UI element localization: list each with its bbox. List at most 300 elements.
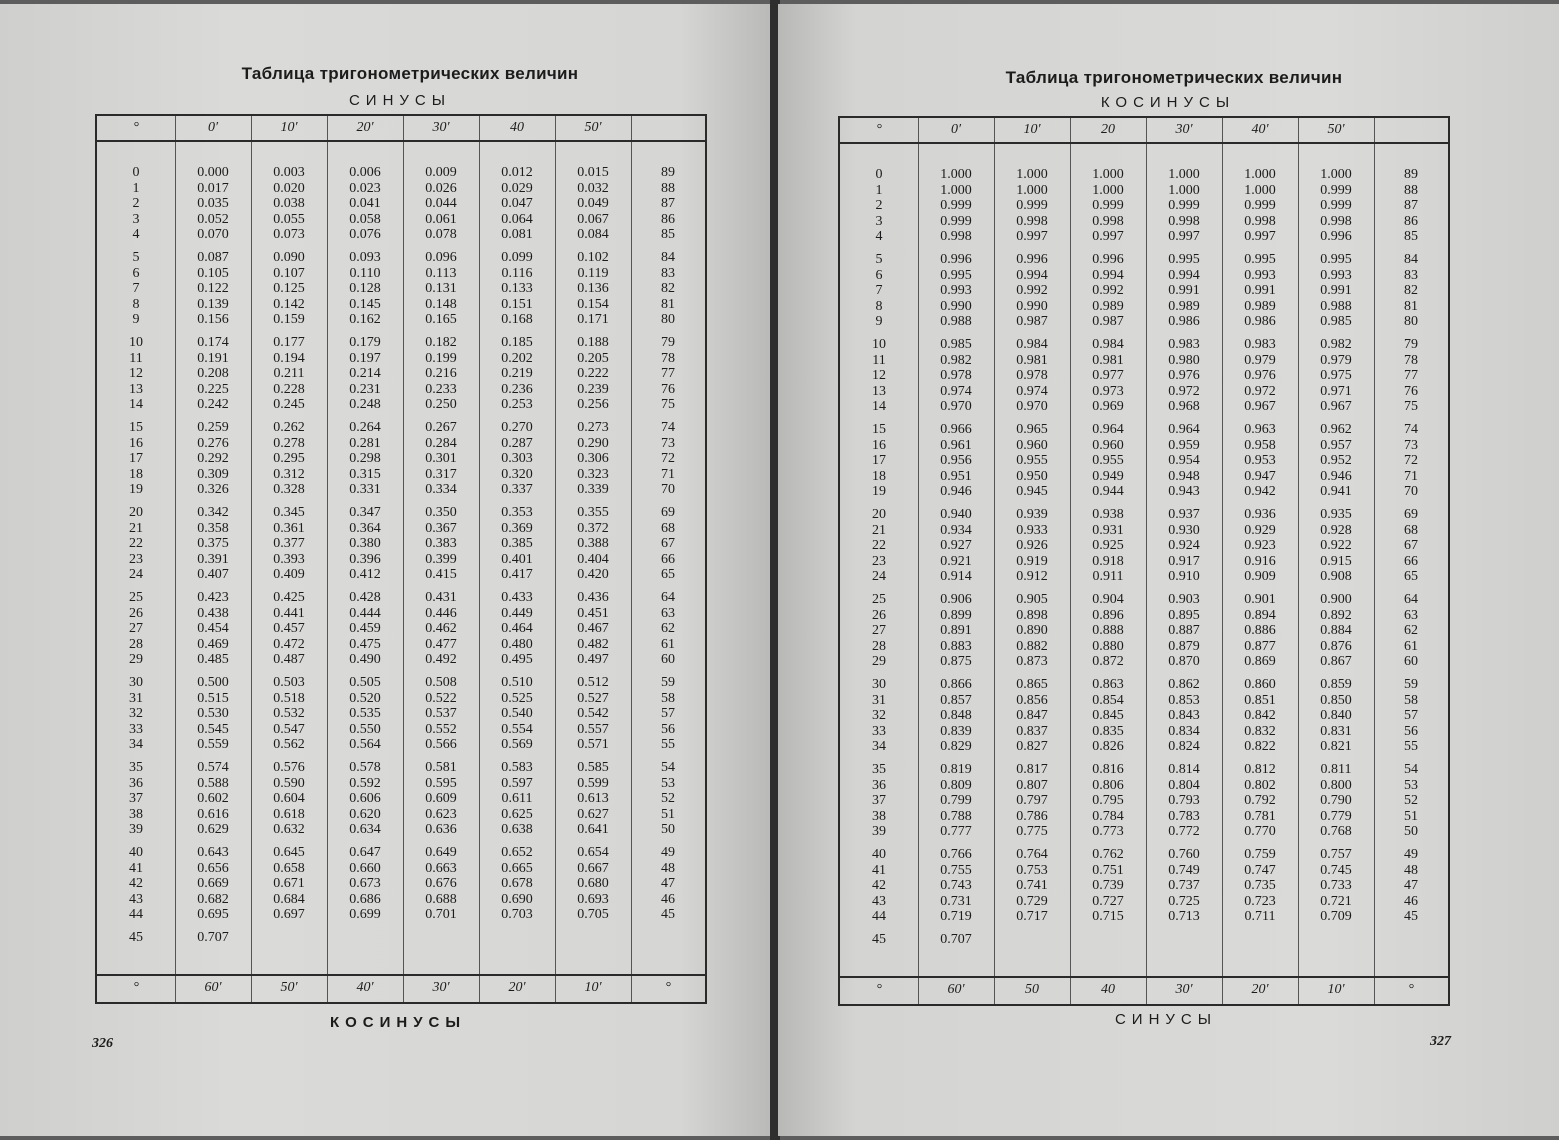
- complement-degree-label: 50: [661, 822, 675, 838]
- table-value-cell: 0.303: [501, 451, 533, 467]
- table-value-cell: 0.026: [425, 180, 457, 196]
- table-row: [840, 338, 1448, 352]
- table-value-cell: 0.898: [1016, 607, 1048, 623]
- complement-degree-label: 65: [661, 567, 675, 583]
- table-value-cell: 0.894: [1244, 607, 1276, 623]
- table-value-cell: 0.875: [940, 654, 972, 670]
- table-value-cell: 0.222: [577, 366, 609, 382]
- table-row: [840, 485, 1448, 499]
- complement-degree-label: 66: [661, 551, 675, 567]
- table-value-cell: 0.719: [940, 909, 972, 925]
- table-value-cell: 0.191: [197, 350, 229, 366]
- degree-label: 5: [132, 250, 140, 265]
- table-value-cell: 0.214: [349, 366, 381, 382]
- table-value-cell: 0.522: [425, 690, 457, 706]
- degree-label: 1: [875, 182, 883, 198]
- table-value-cell: 0.590: [273, 775, 305, 791]
- degree-label: 29: [872, 654, 886, 670]
- complement-degree-label: 67: [1404, 538, 1418, 554]
- complement-degree-label: 45: [1404, 909, 1418, 925]
- degree-label: 29: [129, 652, 143, 668]
- complement-degree-label: 57: [661, 706, 675, 722]
- table-value-cell: 0.713: [1168, 909, 1200, 925]
- table-value-cell: 0.979: [1320, 352, 1352, 368]
- table-row: [97, 336, 705, 350]
- table-value-cell: 0.999: [940, 198, 972, 214]
- table-value-cell: 0.219: [501, 366, 533, 382]
- table-value-cell: 0.969: [1092, 399, 1124, 415]
- table-value-cell: 0.930: [1168, 522, 1200, 538]
- table-value-cell: 0.892: [1320, 607, 1352, 623]
- degree-label: 37: [872, 793, 886, 809]
- complement-degree-label: 49: [661, 845, 675, 860]
- table-value-cell: 0.680: [577, 876, 609, 892]
- complement-degree-label: 74: [661, 420, 675, 435]
- table-value-cell: 0.216: [425, 366, 457, 382]
- table-value-cell: 0.253: [501, 397, 533, 413]
- degree-label: 33: [129, 721, 143, 737]
- table-value-cell: 0.345: [273, 505, 305, 520]
- table-row: [840, 555, 1448, 569]
- table-value-cell: 0.947: [1244, 468, 1276, 484]
- table-value-cell: 0.731: [940, 893, 972, 909]
- table-value-cell: 0.446: [425, 605, 457, 621]
- table-value-cell: 0.623: [425, 806, 457, 822]
- table-row: [840, 794, 1448, 808]
- complement-degree-label: 52: [661, 791, 675, 807]
- table-value-cell: 0.743: [940, 878, 972, 894]
- table-value-cell: 0.342: [197, 505, 229, 520]
- complement-degree-label: 48: [1404, 862, 1418, 878]
- table-value-cell: 0.459: [349, 621, 381, 637]
- table-value-cell: 0.090: [273, 250, 305, 265]
- complement-degree-label: 51: [1404, 808, 1418, 824]
- complement-degree-label: 50: [1404, 824, 1418, 840]
- column-header: 30′: [432, 120, 450, 135]
- table-value-cell: 0.250: [425, 397, 457, 413]
- degree-label: 6: [875, 267, 883, 283]
- table-value-cell: 0.821: [1320, 739, 1352, 755]
- degree-label: 11: [129, 350, 143, 366]
- table-row: [97, 877, 705, 891]
- table-value-cell: 0.915: [1320, 553, 1352, 569]
- table-value-cell: 0.959: [1168, 437, 1200, 453]
- column-header: 30′: [1175, 122, 1193, 137]
- table-value-cell: 0.958: [1244, 437, 1276, 453]
- table-value-cell: 0.973: [1092, 383, 1124, 399]
- degree-label: 12: [129, 366, 143, 382]
- table-value-cell: 0.412: [349, 567, 381, 583]
- table-value-cell: 0.997: [1092, 229, 1124, 245]
- degree-label: 0: [132, 165, 140, 180]
- table-value-cell: 0.652: [501, 845, 533, 860]
- table-value-cell: 0.154: [577, 296, 609, 312]
- table-value-cell: 0.020: [273, 180, 305, 196]
- table-value-cell: 0.995: [940, 267, 972, 283]
- column-footer: 40′: [356, 980, 374, 995]
- table-value-cell: 0.814: [1168, 762, 1200, 777]
- table-value-cell: 0.745: [1320, 862, 1352, 878]
- table-value-cell: 0.919: [1016, 553, 1048, 569]
- table-value-cell: 0.799: [940, 793, 972, 809]
- column-footer: 40: [1101, 982, 1115, 997]
- table-value-cell: 0.388: [577, 536, 609, 552]
- table-value-cell: 0.886: [1244, 623, 1276, 639]
- complement-degree-label: 76: [661, 381, 675, 397]
- table-value-cell: 0.895: [1168, 607, 1200, 623]
- table-value-cell: 0.044: [425, 196, 457, 212]
- table-value-cell: 0.128: [349, 281, 381, 297]
- complement-degree-label: 83: [1404, 267, 1418, 283]
- degree-label: 31: [129, 690, 143, 706]
- table-value-cell: 0.853: [1168, 692, 1200, 708]
- degree-label: 35: [872, 762, 886, 777]
- table-value-cell: 0.972: [1244, 383, 1276, 399]
- column-header: 0′: [950, 122, 962, 137]
- table-value-cell: 0.857: [940, 692, 972, 708]
- table-value-cell: 0.960: [1016, 437, 1048, 453]
- table-value-cell: 0.851: [1244, 692, 1276, 708]
- table-value-cell: 0.942: [1244, 484, 1276, 500]
- table-value-cell: 0.982: [1320, 337, 1352, 352]
- table-value-cell: 0.552: [425, 721, 457, 737]
- table-value-cell: 0.928: [1320, 522, 1352, 538]
- table-value-cell: 0.914: [940, 569, 972, 585]
- table-value-cell: 0.793: [1168, 793, 1200, 809]
- table-value-cell: 0.697: [273, 907, 305, 923]
- table-row: [97, 166, 705, 180]
- table-value-cell: 0.156: [197, 312, 229, 328]
- table-value-cell: 0.035: [197, 196, 229, 212]
- table-value-cell: 0.505: [349, 675, 381, 690]
- table-value-cell: 1.000: [1168, 182, 1200, 198]
- table-value-cell: 0.309: [197, 466, 229, 482]
- table-value-cell: 0.015: [577, 165, 609, 180]
- table-row: [840, 640, 1448, 654]
- table-value-cell: 0.822: [1244, 739, 1276, 755]
- degree-label: 21: [872, 522, 886, 538]
- table-row: [840, 848, 1448, 862]
- degree-label: 13: [129, 381, 143, 397]
- complement-degree-label: 54: [1404, 762, 1418, 777]
- complement-degree-label: 86: [661, 211, 675, 227]
- degree-label: 33: [872, 723, 886, 739]
- table-value-cell: 0.999: [1320, 182, 1352, 198]
- degree-label: 7: [132, 281, 140, 297]
- table-value-cell: 0.547: [273, 721, 305, 737]
- table-row: [97, 862, 705, 876]
- table-value-cell: 0.987: [1092, 314, 1124, 330]
- complement-degree-label: 77: [1404, 368, 1418, 384]
- table-footer-row: [840, 976, 1448, 1004]
- table-value-cell: 0.107: [273, 265, 305, 281]
- table-value-cell: 0.537: [425, 706, 457, 722]
- table-row: [840, 725, 1448, 739]
- table-value-cell: 0.908: [1320, 569, 1352, 585]
- complement-degree-label: 86: [1404, 213, 1418, 229]
- table-value-cell: 0.177: [273, 335, 305, 350]
- table-row: [97, 591, 705, 605]
- degree-label: 3: [875, 213, 883, 229]
- table-value-cell: 0.159: [273, 312, 305, 328]
- table-value-cell: 0.994: [1168, 267, 1200, 283]
- table-value-cell: 0.535: [349, 706, 381, 722]
- table-row: [97, 638, 705, 652]
- table-value-cell: 0.999: [1320, 198, 1352, 214]
- complement-degree-label: 87: [661, 196, 675, 212]
- column-footer: 30′: [1175, 982, 1193, 997]
- table-value-cell: 0.133: [501, 281, 533, 297]
- complement-degree-label: 84: [661, 250, 675, 265]
- complement-degree-label: 52: [1404, 793, 1418, 809]
- table-value-cell: 0.991: [1168, 283, 1200, 299]
- degree-label: 45: [872, 932, 886, 947]
- table-value-cell: 0.926: [1016, 538, 1048, 554]
- table-value-cell: 0.974: [1016, 383, 1048, 399]
- table-row: [840, 740, 1448, 754]
- table-value-cell: 0.032: [577, 180, 609, 196]
- complement-degree-label: 76: [1404, 383, 1418, 399]
- table-value-cell: 0.699: [349, 907, 381, 923]
- complement-degree-label: 59: [1404, 677, 1418, 692]
- table-row: [97, 383, 705, 397]
- table-value-cell: 0.993: [1244, 267, 1276, 283]
- table-value-cell: 0.811: [1320, 762, 1352, 777]
- table-value-cell: 0.554: [501, 721, 533, 737]
- complement-degree-label: 62: [1404, 623, 1418, 639]
- table-value-cell: 0.826: [1092, 739, 1124, 755]
- complement-degree-label: 54: [661, 760, 675, 775]
- table-header-row: [840, 118, 1448, 144]
- table-value-cell: 0.792: [1244, 793, 1276, 809]
- table-value-cell: 0.613: [577, 791, 609, 807]
- table-value-cell: 0.998: [1092, 213, 1124, 229]
- right-table-subtitle: КОСИНУСЫ: [1100, 94, 1236, 111]
- table-value-cell: 0.562: [273, 737, 305, 753]
- table-value-cell: 0.950: [1016, 468, 1048, 484]
- table-value-cell: 0.185: [501, 335, 533, 350]
- table-value-cell: 0.870: [1168, 654, 1200, 670]
- table-value-cell: 0.431: [425, 590, 457, 605]
- table-value-cell: 0.918: [1092, 553, 1124, 569]
- table-value-cell: 0.974: [940, 383, 972, 399]
- degree-label: 17: [129, 451, 143, 467]
- table-value-cell: 0.380: [349, 536, 381, 552]
- table-row: [840, 184, 1448, 198]
- table-value-cell: 0.755: [940, 862, 972, 878]
- table-row: [97, 676, 705, 690]
- table-value-cell: 1.000: [1092, 182, 1124, 198]
- table-value-cell: 0.482: [577, 636, 609, 652]
- table-row: [840, 354, 1448, 368]
- table-value-cell: 0.337: [501, 482, 533, 498]
- table-value-cell: 0.168: [501, 312, 533, 328]
- table-value-cell: 0.654: [577, 845, 609, 860]
- degree-label: 20: [872, 507, 886, 522]
- table-value-cell: 0.320: [501, 466, 533, 482]
- degree-label: 26: [129, 605, 143, 621]
- table-value-cell: 0.772: [1168, 824, 1200, 840]
- degree-label: 8: [132, 296, 140, 312]
- degree-label: 42: [129, 876, 143, 892]
- complement-degree-label: 83: [661, 265, 675, 281]
- degree-label: 26: [872, 607, 886, 623]
- table-row: [840, 810, 1448, 824]
- table-value-cell: 0.581: [425, 760, 457, 775]
- table-value-cell: 0.970: [940, 399, 972, 415]
- table-value-cell: 0.245: [273, 397, 305, 413]
- complement-degree-label: 46: [661, 891, 675, 907]
- table-value-cell: 0.996: [940, 252, 972, 267]
- table-value-cell: 0.358: [197, 520, 229, 536]
- complement-degree-label: 68: [1404, 522, 1418, 538]
- table-value-cell: 0.038: [273, 196, 305, 212]
- table-value-cell: 0.545: [197, 721, 229, 737]
- table-value-cell: 0.401: [501, 551, 533, 567]
- table-value-cell: 0.606: [349, 791, 381, 807]
- table-value-cell: 0.976: [1168, 368, 1200, 384]
- complement-degree-label: 87: [1404, 198, 1418, 214]
- table-value-cell: 0.970: [1016, 399, 1048, 415]
- table-value-cell: 0.757: [1320, 847, 1352, 862]
- table-value-cell: 0.904: [1092, 592, 1124, 607]
- complement-degree-label: 60: [1404, 654, 1418, 670]
- table-value-cell: 0.620: [349, 806, 381, 822]
- column-header: °: [876, 122, 882, 137]
- table-row: [97, 506, 705, 520]
- table-row: [97, 537, 705, 551]
- table-value-cell: 0.901: [1244, 592, 1276, 607]
- table-value-cell: 0.987: [1016, 314, 1048, 330]
- column-footer: 60′: [947, 982, 965, 997]
- complement-degree-label: 69: [661, 505, 675, 520]
- table-value-cell: 0.472: [273, 636, 305, 652]
- table-value-cell: 0.490: [349, 652, 381, 668]
- table-value-cell: 0.142: [273, 296, 305, 312]
- table-row: [840, 230, 1448, 244]
- table-value-cell: 0.835: [1092, 723, 1124, 739]
- complement-degree-label: 85: [661, 227, 675, 243]
- table-value-cell: 0.058: [349, 211, 381, 227]
- table-value-cell: 0.645: [273, 845, 305, 860]
- table-value-cell: 0.084: [577, 227, 609, 243]
- table-value-cell: 0.721: [1320, 893, 1352, 909]
- degree-label: 13: [872, 383, 886, 399]
- table-value-cell: 0.999: [1244, 198, 1276, 214]
- table-value-cell: 0.231: [349, 381, 381, 397]
- table-value-cell: 0.592: [349, 775, 381, 791]
- table-value-cell: 0.961: [940, 437, 972, 453]
- table-value-cell: 0.783: [1168, 808, 1200, 824]
- table-value-cell: 0.725: [1168, 893, 1200, 909]
- table-row: [840, 454, 1448, 468]
- table-value-cell: 0.929: [1244, 522, 1276, 538]
- table-value-cell: 0.831: [1320, 723, 1352, 739]
- table-value-cell: 0.391: [197, 551, 229, 567]
- table-value-cell: 0.003: [273, 165, 305, 180]
- table-row: [840, 400, 1448, 414]
- table-value-cell: 0.270: [501, 420, 533, 435]
- table-value-cell: 0.705: [577, 907, 609, 923]
- table-value-cell: 0.751: [1092, 862, 1124, 878]
- degree-label: 43: [872, 893, 886, 909]
- table-row: [97, 313, 705, 327]
- table-value-cell: 0.862: [1168, 677, 1200, 692]
- table-row: [840, 779, 1448, 793]
- table-row: [97, 437, 705, 451]
- complement-degree-label: 65: [1404, 569, 1418, 585]
- table-value-cell: 0.753: [1016, 862, 1048, 878]
- table-value-cell: 0.863: [1092, 677, 1124, 692]
- table-value-cell: 0.023: [349, 180, 381, 196]
- table-value-cell: 0.941: [1320, 484, 1352, 500]
- table-value-cell: 0.856: [1016, 692, 1048, 708]
- table-value-cell: 0.334: [425, 482, 457, 498]
- table-value-cell: 0.096: [425, 250, 457, 265]
- table-value-cell: 0.684: [273, 891, 305, 907]
- table-value-cell: 0.912: [1016, 569, 1048, 585]
- table-value-cell: 0.690: [501, 891, 533, 907]
- degree-label: 44: [872, 909, 886, 925]
- table-value-cell: 0.707: [940, 932, 972, 947]
- table-value-cell: 0.986: [1168, 314, 1200, 330]
- table-value-cell: 0.795: [1092, 793, 1124, 809]
- table-value-cell: 0.669: [197, 876, 229, 892]
- table-value-cell: 0.564: [349, 737, 381, 753]
- degree-label: 20: [129, 505, 143, 520]
- table-value-cell: 0.733: [1320, 878, 1352, 894]
- degree-label: 16: [872, 437, 886, 453]
- table-value-cell: 0.916: [1244, 553, 1276, 569]
- table-value-cell: 0.986: [1244, 314, 1276, 330]
- table-value-cell: 0.497: [577, 652, 609, 668]
- table-value-cell: 0.503: [273, 675, 305, 690]
- complement-degree-label: 58: [1404, 692, 1418, 708]
- table-value-cell: 0.943: [1168, 484, 1200, 500]
- table-value-cell: 0.569: [501, 737, 533, 753]
- table-value-cell: 0.998: [1244, 213, 1276, 229]
- table-value-cell: 1.000: [1168, 167, 1200, 182]
- table-value-cell: 0.880: [1092, 638, 1124, 654]
- table-value-cell: 0.819: [940, 762, 972, 777]
- table-header-row: [97, 116, 705, 142]
- table-row: [840, 678, 1448, 692]
- table-value-cell: 0.925: [1092, 538, 1124, 554]
- table-value-cell: 0.988: [940, 314, 972, 330]
- table-row: [97, 421, 705, 435]
- table-row: [97, 653, 705, 667]
- table-value-cell: 0.281: [349, 435, 381, 451]
- table-value-cell: 0.393: [273, 551, 305, 567]
- table-value-cell: 0.800: [1320, 777, 1352, 793]
- table-value-cell: 0.583: [501, 760, 533, 775]
- left-page-title: Таблица тригонометрических величин: [241, 64, 579, 83]
- degree-label: 32: [872, 708, 886, 724]
- table-value-cell: 0.991: [1244, 283, 1276, 299]
- table-value-cell: 0.953: [1244, 453, 1276, 469]
- complement-degree-label: 78: [1404, 352, 1418, 368]
- table-row: [840, 655, 1448, 669]
- table-value-cell: 0.449: [501, 605, 533, 621]
- table-value-cell: 0.087: [197, 250, 229, 265]
- table-value-cell: 0.977: [1092, 368, 1124, 384]
- table-value-cell: 0.055: [273, 211, 305, 227]
- table-value-cell: 0.000: [197, 165, 229, 180]
- table-value-cell: 0.954: [1168, 453, 1200, 469]
- table-value-cell: 0.777: [940, 824, 972, 840]
- table-value-cell: 0.896: [1092, 607, 1124, 623]
- table-value-cell: 0.711: [1244, 909, 1276, 925]
